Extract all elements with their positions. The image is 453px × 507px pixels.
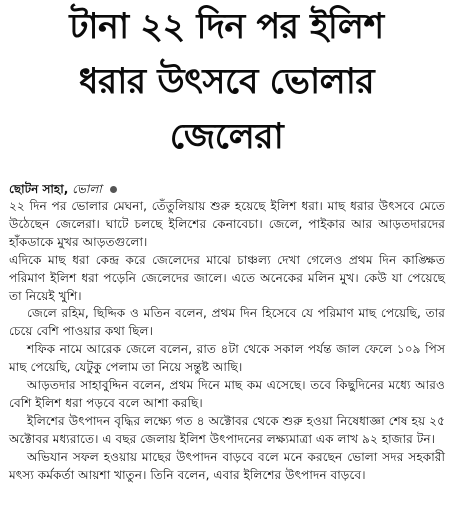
headline-line-3: জেলেরা: [169, 117, 284, 157]
paragraph: শফিক নামে আরেক জেলে বলেন, রাত ৪টা থেকে সকাল পর্যন্ত জাল ফেলে ১০৯ পিস মাছ পেয়েছি, যেটুকু পেলাম তা নিয়ে সন্তুষ্ট আছি।: [9, 342, 445, 375]
paragraph: আড়তদার সাহাবুদ্দিন বলেন, প্রথম দিনে মাছ কম এসেছে। তবে কিছুদিনের মধ্যে আরও বেশি ইলিশ ধরা পড়বে বলে আশা করছি।: [9, 378, 445, 410]
paragraph: ২২ দিন পর ভোলার মেঘনা, তেঁতুলিয়ায় শুরু হয়েছে ইলিশ ধরা। মাছ ধরার উৎসবে মেতে উঠেছেন জেলেরা। ঘাটে চলছে ইলিশের কেনাবেচা। জেলে, পাইকার আর আড়তদারদের হাঁকডাকে মুখর আড়তগুলো।: [9, 199, 445, 249]
headline-line-1: টানা ২২ দিন পর ইলিশ: [69, 7, 384, 47]
byline-place: ভোলা: [72, 182, 102, 196]
byline-bullet-icon: [110, 186, 117, 193]
paragraph: জেলে রহিম, ছিদ্দিক ও মতিন বলেন, প্রথম দিন হিসেবে যে পরিমাণ মাছ পেয়েছি, তার চেয়ে বেশি পাওয়ার কথা ছিল।: [9, 306, 445, 339]
headline-line-2: ধরার উৎসবে ভোলার: [78, 62, 375, 102]
paragraph: ইলিশের উৎপাদন বৃদ্ধির লক্ষ্যে গত ৪ অক্টোবর থেকে শুরু হওয়া নিষেধাজ্ঞা শেষ হয় ২৫ অক্টোবর মধ্যরাতে। এ বছর জেলায় ইলিশ উৎপাদনের লক্ষ্যমাত্রা এক লাখ ৯২ হাজার টন।: [9, 413, 445, 446]
headline: [0, 0, 453, 170]
paragraph: অভিযান সফল হওয়ায় মাছের উৎপাদন বাড়বে বলে মনে করছেন ভোলা সদর সহকারী মৎস্য কর্মকর্তা আয়শা খাতুন। তিনি বলেন, এবার ইলিশের উৎপাদন বাড়বে।: [9, 449, 445, 482]
paragraph: এদিকে মাছ ধরা কেন্দ্র করে জেলেদের মাঝে চাঞ্চল্য দেখা গেলেও প্রথম দিন কাঙ্ক্ষিত পরিমাণ ইলিশ ধরা পড়েনি জেলেদের জালে। এতে অনেকের মলিন মুখ। কেউ যা পেয়েছে তা নিয়েই খুশি।: [9, 252, 445, 303]
byline-author: ছোটন সাহা,: [9, 182, 69, 196]
article-body: [9, 198, 445, 485]
byline: [9, 180, 445, 198]
